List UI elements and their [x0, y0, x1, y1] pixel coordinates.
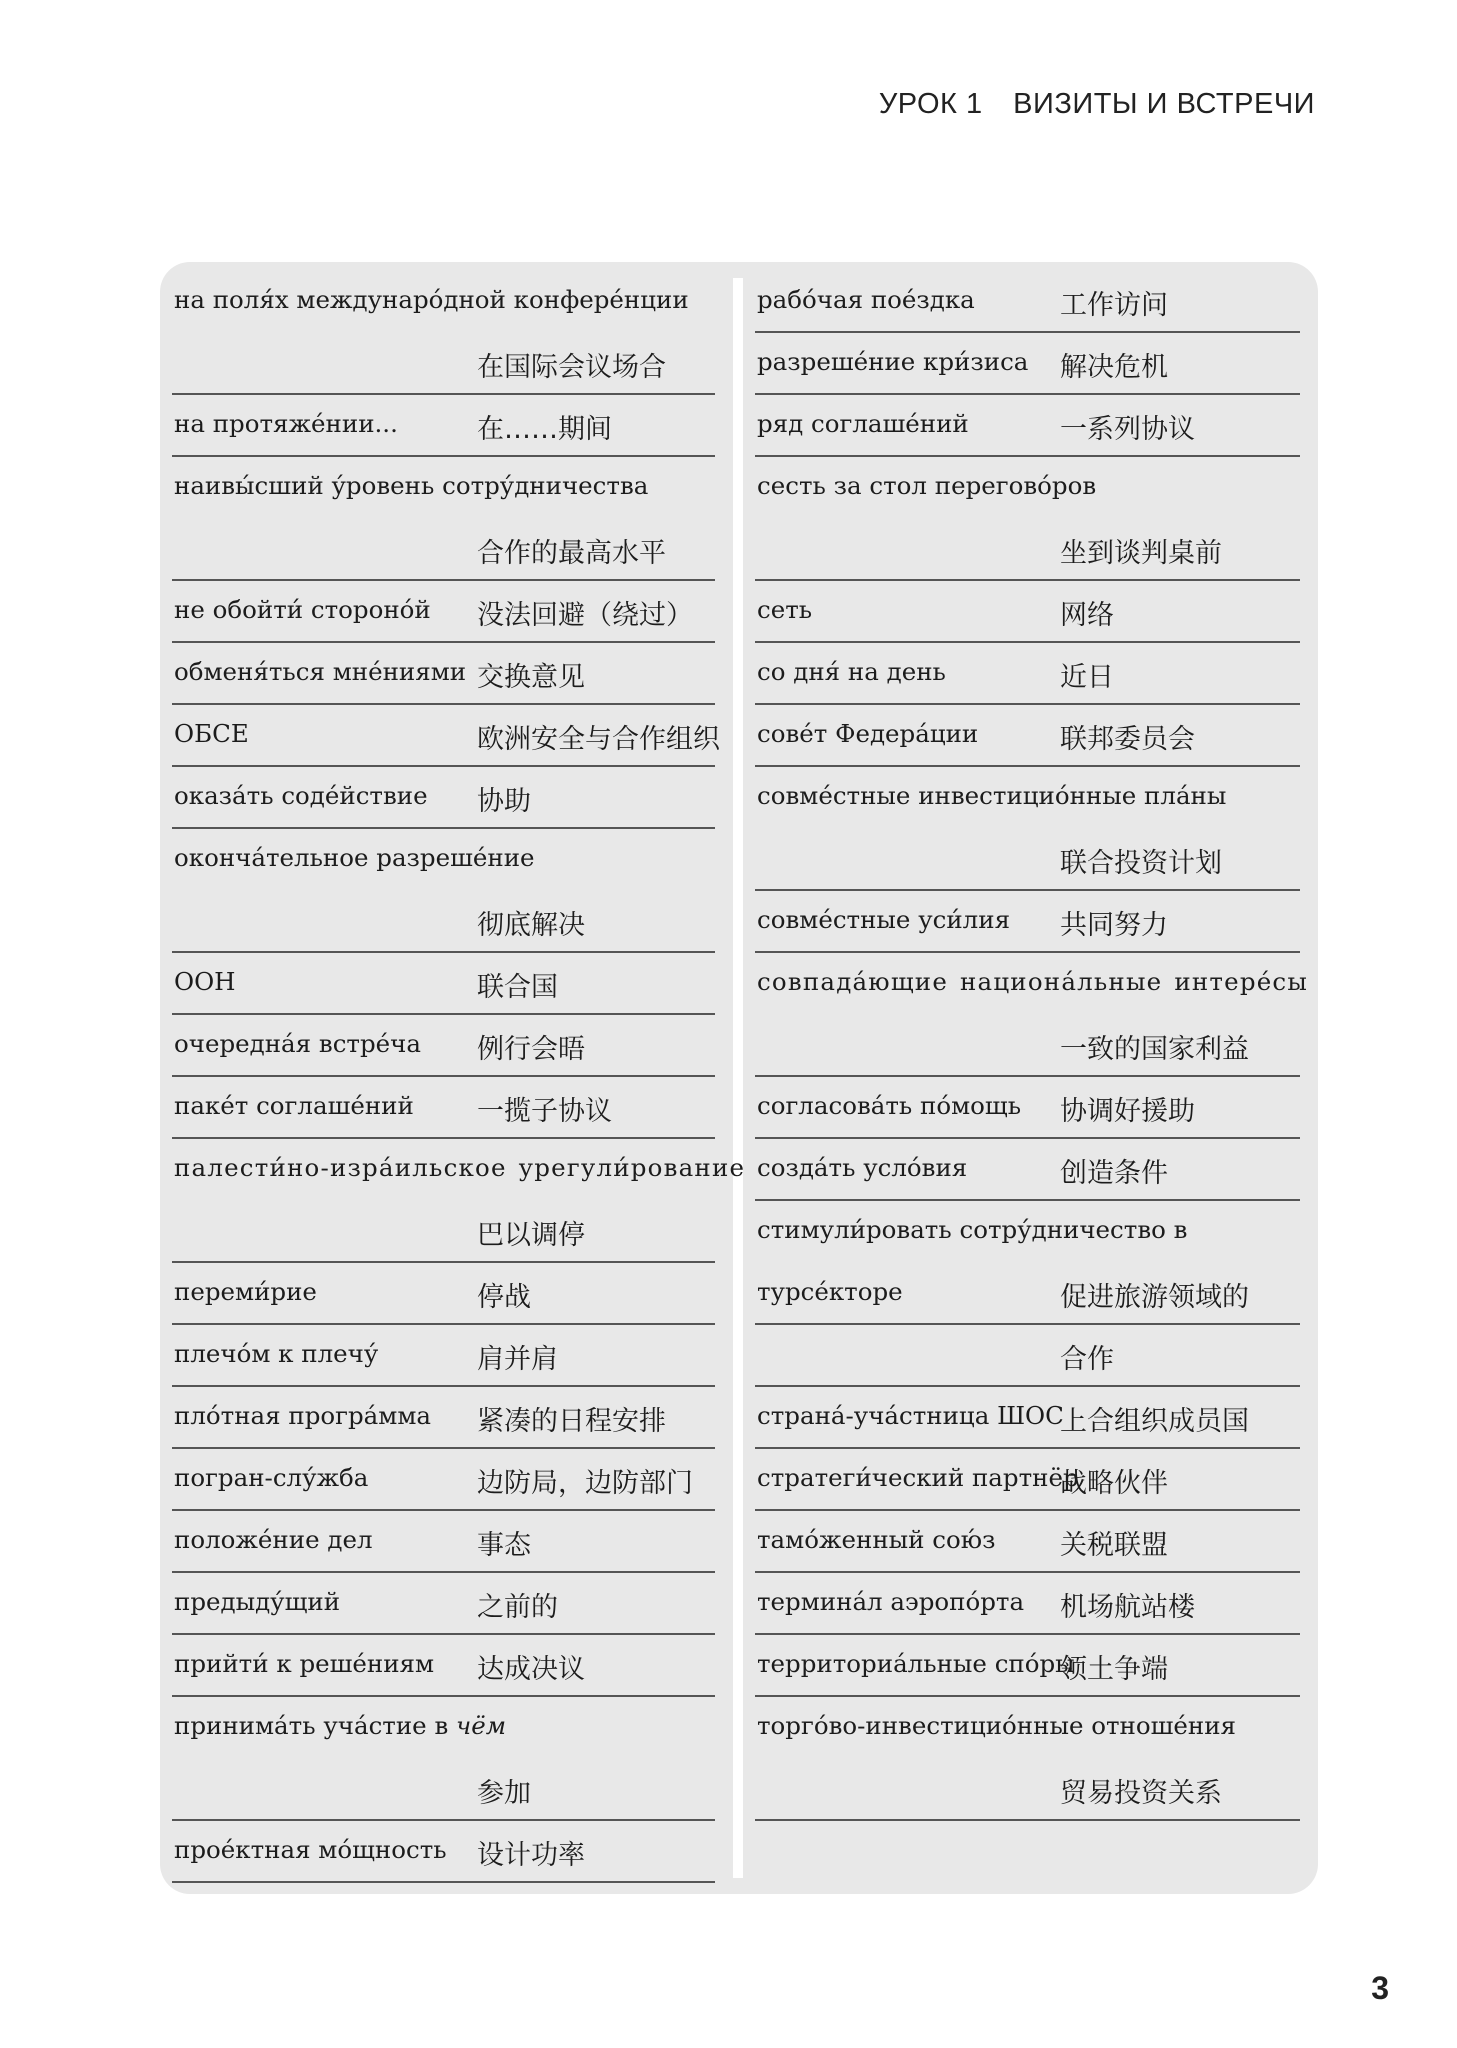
russian-term-text: наивы́сший у́ровень сотру́дничества: [174, 471, 649, 500]
russian-term-text: торго́во-инвестицио́нные отноше́ния: [757, 1711, 1237, 1740]
russian-term-text: согласова́ть по́мощь: [757, 1091, 1022, 1120]
vocab-row: [755, 1015, 1300, 1077]
chinese-translation: 战略伙伴: [1060, 1468, 1168, 1499]
chinese-translation: 一揽子协议: [477, 1096, 612, 1127]
vocab-row: [755, 519, 1300, 581]
russian-term: [174, 781, 428, 810]
vocab-row: [755, 643, 1300, 705]
vocab-row: [755, 1201, 1300, 1263]
russian-term: [757, 1401, 1064, 1430]
vocab-row: [172, 1573, 715, 1635]
vocab-row: [755, 1387, 1300, 1449]
vocab-row: [172, 581, 715, 643]
russian-term-text: сесть за стол перегово́ров: [757, 471, 1097, 500]
vocab-row: [755, 829, 1300, 891]
russian-term: [174, 719, 249, 748]
russian-term-text: положе́ние дел: [174, 1525, 373, 1554]
russian-term-text: плечо́м к плечу́: [174, 1339, 379, 1368]
russian-term-text: очередна́я встре́ча: [174, 1029, 421, 1058]
vocab-row: [172, 1263, 715, 1325]
chinese-translation: 机场航站楼: [1060, 1592, 1195, 1623]
vocab-row: [172, 395, 715, 457]
vocab-row: [755, 1077, 1300, 1139]
vocab-row: [755, 1759, 1300, 1821]
vocab-row: [755, 1449, 1300, 1511]
chinese-translation: 协助: [477, 786, 531, 817]
russian-term: [174, 471, 648, 500]
russian-term: [174, 843, 535, 872]
column-divider: [733, 278, 743, 1878]
russian-term-text: палести́но-изра́ильское урегули́рование: [174, 1153, 746, 1182]
russian-term: [757, 409, 969, 438]
vocabulary-left-column: [172, 271, 746, 1883]
russian-term: [174, 657, 466, 686]
russian-term-text: стратеги́ческий партнёр: [757, 1463, 1079, 1492]
russian-term: [174, 1277, 317, 1306]
russian-term: [174, 595, 431, 624]
russian-term-text: совпада́ющие национа́льные интере́сы: [757, 967, 1309, 996]
chinese-translation: 在国际会议场合: [477, 352, 666, 383]
russian-term: [174, 1091, 414, 1120]
vocab-row: [172, 1139, 746, 1201]
russian-term: [174, 967, 236, 996]
russian-term-text: паке́т соглаше́ний: [174, 1091, 414, 1120]
russian-term-text: разреше́ние кри́зиса: [757, 347, 1029, 376]
lesson-number: УРОК 1: [878, 88, 983, 120]
russian-term: [757, 657, 946, 686]
vocab-row: [172, 767, 715, 829]
russian-term-text: ряд соглаше́ний: [757, 409, 969, 438]
chinese-translation: 协调好援助: [1060, 1096, 1195, 1127]
vocab-row: [172, 1635, 715, 1697]
russian-term-text: обменя́ться мне́ниями: [174, 657, 467, 686]
chinese-translation: 参加: [477, 1778, 531, 1809]
vocab-row: [755, 1139, 1300, 1201]
chinese-translation: 联合国: [477, 972, 558, 1003]
vocab-row: [755, 271, 1300, 333]
chinese-translation: 欧洲安全与合作组织: [477, 724, 720, 755]
russian-term: [174, 1835, 447, 1864]
russian-term: [174, 1153, 745, 1182]
russian-term: [174, 1401, 431, 1430]
chinese-translation: 贸易投资关系: [1060, 1778, 1222, 1809]
chinese-translation: 边防局，边防部门: [477, 1468, 693, 1499]
vocab-row: [172, 1697, 715, 1759]
vocab-row: [172, 1759, 715, 1821]
vocab-row: [172, 953, 715, 1015]
russian-term-text: тамо́женный сою́з: [757, 1525, 996, 1554]
running-header: [879, 88, 1315, 121]
vocab-row: [172, 1821, 715, 1883]
russian-term-text: прое́ктная мо́щность: [174, 1835, 447, 1864]
chinese-translation: 促进旅游领域的: [1060, 1282, 1249, 1313]
vocab-row: [172, 891, 715, 953]
vocab-row: [172, 519, 715, 581]
russian-term: [174, 285, 689, 314]
russian-term: [757, 1711, 1236, 1740]
russian-term-text: созда́ть усло́вия: [757, 1153, 968, 1182]
russian-term: [757, 1277, 903, 1306]
page-number: 3: [1371, 1970, 1389, 2006]
russian-term-text: территориа́льные спо́ры: [757, 1649, 1075, 1678]
chinese-translation: 联邦委员会: [1060, 724, 1195, 755]
russian-term: [174, 1587, 340, 1616]
vocab-row: [755, 581, 1300, 643]
chinese-translation: 达成决议: [477, 1654, 585, 1685]
chinese-translation: 共同努力: [1060, 910, 1168, 941]
vocab-row: [172, 1511, 715, 1573]
chinese-translation: 没法回避（绕过）: [477, 600, 693, 631]
russian-term-text: пло́тная програ́мма: [174, 1401, 431, 1430]
vocab-row: [755, 333, 1300, 395]
russian-term-text: на поля́х междунаро́дной конфере́нции: [174, 285, 689, 314]
russian-term: [757, 1587, 1024, 1616]
vocab-row: [755, 1697, 1300, 1759]
vocab-row: [755, 1325, 1300, 1387]
chinese-translation: 交换意见: [477, 662, 585, 693]
russian-term-text: стимули́ровать сотру́дничество в: [757, 1215, 1188, 1244]
chinese-translation: 之前的: [477, 1592, 558, 1623]
russian-term-text: оказа́ть соде́йствие: [174, 781, 428, 810]
chinese-translation: 合作: [1060, 1344, 1114, 1375]
russian-term-text: на протяже́нии...: [174, 409, 398, 438]
russian-term: [757, 1153, 967, 1182]
russian-term-text: сеть: [757, 595, 813, 624]
vocabulary-right-column: [755, 271, 1309, 1821]
russian-term-text: страна́-уча́стница ШОС: [757, 1401, 1064, 1430]
vocab-row: [172, 1015, 715, 1077]
vocab-row: [755, 953, 1309, 1015]
vocab-row: [172, 271, 715, 333]
chinese-translation: 网络: [1060, 600, 1114, 631]
chinese-translation: 一系列协议: [1060, 414, 1195, 445]
vocab-row: [172, 829, 715, 891]
russian-term-text: переми́рие: [174, 1277, 317, 1306]
vocab-row: [172, 1449, 715, 1511]
chinese-translation: 紧凑的日程安排: [477, 1406, 666, 1437]
russian-term-text: не обойти́ стороно́й: [174, 595, 431, 624]
russian-term: [757, 1091, 1021, 1120]
russian-term: [757, 1215, 1187, 1244]
russian-term-text: со дня́ на день: [757, 657, 946, 686]
chinese-translation: 领土争端: [1060, 1654, 1168, 1685]
russian-term-text: принима́ть уча́стие в: [174, 1711, 449, 1740]
vocab-row: [172, 333, 715, 395]
russian-term: [174, 1029, 421, 1058]
russian-term: [174, 1649, 434, 1678]
russian-term: [757, 285, 975, 314]
russian-term: [174, 1711, 506, 1740]
russian-term: [757, 905, 1010, 934]
chinese-translation: 创造条件: [1060, 1158, 1168, 1189]
chinese-translation: 上合组织成员国: [1060, 1406, 1249, 1437]
russian-term-text: совме́стные уси́лия: [757, 905, 1011, 934]
vocab-row: [755, 705, 1300, 767]
russian-term-text: ОБСЕ: [174, 719, 249, 748]
chinese-translation: 肩并肩: [477, 1344, 558, 1375]
vocab-row: [172, 705, 720, 767]
vocab-row: [172, 643, 715, 705]
russian-term-text: оконча́тельное разреше́ние: [174, 843, 535, 872]
russian-term: [757, 1649, 1075, 1678]
chinese-translation: 关税联盟: [1060, 1530, 1168, 1561]
russian-term: [757, 1463, 1079, 1492]
vocab-row: [755, 767, 1300, 829]
russian-term: [757, 595, 812, 624]
vocab-row: [172, 1201, 715, 1263]
vocab-row: [755, 1511, 1300, 1573]
vocab-row: [755, 457, 1300, 519]
russian-term-text: турсе́кторе: [757, 1277, 903, 1306]
chinese-translation: 坐到谈判桌前: [1060, 538, 1222, 569]
chinese-translation: 巴以调停: [477, 1220, 585, 1251]
chinese-translation: 设计功率: [477, 1840, 585, 1871]
vocab-row: [172, 1387, 715, 1449]
vocab-row: [172, 1077, 715, 1139]
russian-term-text: ООН: [174, 967, 236, 996]
russian-term: [174, 409, 398, 438]
russian-term: [757, 471, 1096, 500]
chinese-translation: 例行会晤: [477, 1034, 585, 1065]
russian-term: [757, 1525, 995, 1554]
russian-term: [757, 719, 978, 748]
vocab-row: [755, 1263, 1300, 1325]
russian-term-text: термина́л аэропо́рта: [757, 1587, 1025, 1616]
russian-term: [174, 1463, 368, 1492]
vocab-row: [755, 395, 1300, 457]
chinese-translation: 解决危机: [1060, 352, 1168, 383]
russian-term: [174, 1339, 378, 1368]
chinese-translation: 彻底解决: [477, 910, 585, 941]
vocab-row: [755, 1573, 1300, 1635]
vocab-row: [755, 1635, 1300, 1697]
vocab-row: [755, 891, 1300, 953]
chinese-translation: 停战: [477, 1282, 531, 1313]
chinese-translation: 合作的最高水平: [477, 538, 666, 569]
chinese-translation: 联合投资计划: [1060, 848, 1222, 879]
russian-term-text: погран-слу́жба: [174, 1463, 369, 1492]
russian-term-text: совме́стные инвестицио́нные пла́ны: [757, 781, 1227, 810]
russian-term: [174, 1525, 373, 1554]
chinese-translation: 一致的国家利益: [1060, 1034, 1249, 1065]
russian-term-text: предыду́щий: [174, 1587, 341, 1616]
vocab-row: [172, 457, 715, 519]
russian-term-text: сове́т Федера́ции: [757, 719, 979, 748]
russian-term: [757, 781, 1226, 810]
russian-term-text: рабо́чая пое́здка: [757, 285, 975, 314]
russian-term: [757, 347, 1028, 376]
chinese-translation: 事态: [477, 1530, 531, 1561]
russian-term-text: прийти́ к реше́ниям: [174, 1649, 435, 1678]
lesson-title: ВИЗИТЫ И ВСТРЕЧИ: [1013, 88, 1315, 120]
chinese-translation: 在……期间: [477, 414, 612, 445]
chinese-translation: 近日: [1060, 662, 1114, 693]
russian-term-italic: чём: [456, 1711, 507, 1740]
vocab-row: [172, 1325, 715, 1387]
chinese-translation: 工作访问: [1060, 290, 1168, 321]
russian-term: [757, 967, 1308, 996]
